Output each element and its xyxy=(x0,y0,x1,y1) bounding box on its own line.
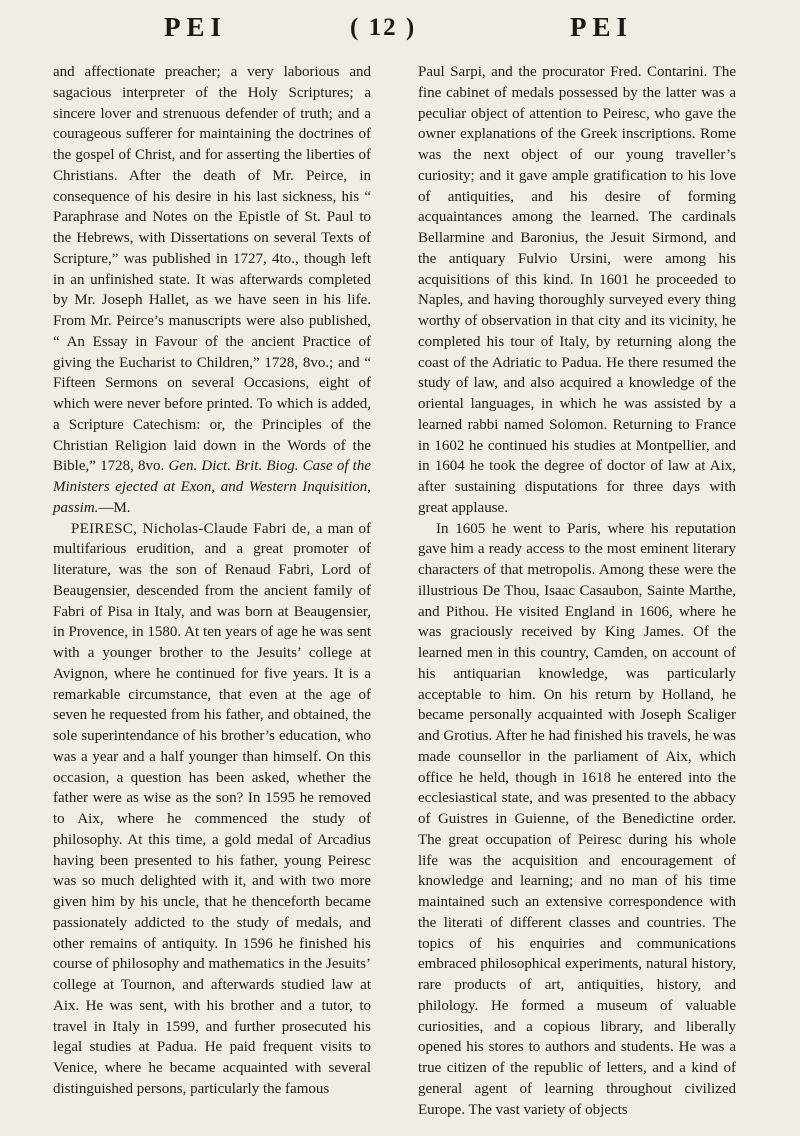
peiresc-text-a: a man of multifarious erudition, and a great promoter of literature, was the son of Renaud Fabri, Lord of Beaugensier, descended from the ancient family of Fabri of Pisa in Italy, and was born at Beaugensier, in Provence, in 1580. At ten years of age he was sent with a younger brother to the Jesuits’ college at Avignon, where he continued for five years. It is a remarkable circumstance, that even at the age of seven he requested from his father, and obtained, the sole superintendance of his brother’s education, who was a year and a half younger than himself. On this occasion, a question has been asked, whether the father were as wise as the son? In 1595 he removed to Aix, where he commenced the study of philosophy. At this time, a gold medal of Arcadius having been presented to his father, young Peiresc was so much delighted with it, and with two more given him by his uncle, that he thenceforth became passionately addicted to the study of medals, and other remains of antiquity. In 1596 he finished his course of philosophy and mathematics in the Jesuits’ college at Tournon, and afterwards studied law at Aix. He was sent, with his brother and a tutor, to travel in Italy in 1599, and further prosecuted his legal studies at Padua. He paid frequent visits to Venice, where he became acquainted with several distinguished persons, particularly the famous xyxy=(53,520,372,1097)
peiresc-headword: PEIRESC, Nicholas-Claude Fabri de, xyxy=(71,520,311,537)
header-left-word: PEI xyxy=(164,12,228,42)
peiresc-paragraph-career: In 1605 he went to Paris, where his reputation gave him a ready access to the most eminent literary characters of that metropolis. Among these were the illustrious De Thou, Isaac Casaubon, Sainte Marthe, and Pithou. He visited England in 1606, where he was graciously received by King James. Of the learned men in this country, Camden, on account of his antiquarian knowledge, was particularly acceptable to him. On his return by Holland, he became personally acquainted with Joseph Scaliger and Grotius. After he had finished his travels, he was made counsellor in the parliament of Aix, which office he held, though in 1618 he entered into the ecclesiastical state, and was presented to the abbacy of Guistres in Guienne, of the Benedictine order. The great occupation of Peiresc during his whole life was the acquisition and encouragement of knowledge and learning; and no man of his time maintained such an extensive correspondence with the literati of different classes and countries. The topics of his enquiries and communications embraced philosophical experiments, natural history, rare products of art, antiquities, history, and philology. He formed a museum of valuable curiosities, and a copious library, and liberally opened his stores to authors and students. He was a true citizen of the republic of letters, and a kind of general agent of learning throughout civilized Europe. The vast variety of objects xyxy=(418,520,736,1118)
peiresc-entry-start xyxy=(53,519,371,1100)
right-column xyxy=(418,62,736,1120)
peiresc-paragraph-travels: Paul Sarpi, and the procurator Fred. Contarini. The fine cabinet of medals possessed by the latter was a peculiar object of attention to Peiresc, who gave the owner explanations of the Greek inscriptions. Rome was the next object of our young traveller’s curiosity; and it gave ample gratification to his love of antiquities, and his desire of forming acquaintances among the learned. The cardinals Bellarmine and Baronius, the Jesuit Sirmond, and the antiquary Fulvio Ursini, were among his acquisitions of this kind. In 1601 he proceeded to Naples, and having thoroughly surveyed every thing worthy of observation in that city and its vicinity, he completed his tour of Italy, by returning along the coast of the Adriatic to Padua. He there resumed the study of law, and also acquired a knowledge of the oriental languages, in which he was assisted by a learned rabbi named Solomon. Returning to France in 1602 he continued his studies at Montpellier, and in 1604 he took the degree of doctor of law at Aix, after sustaining disputations for three days with great applause. xyxy=(418,64,736,516)
peirce-text: and affectionate preacher; a very laborious and sagacious interpreter of the Holy Scriptures; a sincere lover and strenuous defender of truth; and a courageous sufferer for maintaining the doctrines of the gospel of Christ, and for asserting the liberties of Christians. After the death of Mr. Peirce, in consequence of his desire in his last sickness, his “ Paraphrase and Notes on the Epistle of St. Paul to the Hebrews, with Dissertations on several Texts of Scripture,” was published in 1727, 4to., though left in an unfinished state. It was afterwards completed by Mr. Joseph Hallet, as we have seen in his life. From Mr. Peirce’s manuscripts were also published, “ An Essay in Favour of the ancient Practice of giving the Eucharist to Children,” 1728, 8vo.; and “ Fifteen Sermons on several Occasions, eight of which were never before printed. To which is added, a Scripture Catechism: or, the Principles of the Christian Religion laid down in the Words of the Bible,” 1728, 8vo. xyxy=(53,64,371,475)
page-number: ( 12 ) xyxy=(350,14,417,41)
peirce-citation: Gen. Dict. Brit. Biog. Case of the Ministers ejected at Exon, and Western Inquisition, passim. xyxy=(53,458,371,516)
peirce-entry-ending xyxy=(53,62,371,519)
header-right-word: PEI xyxy=(570,12,634,42)
left-column xyxy=(53,62,371,1100)
running-header xyxy=(40,8,760,52)
peirce-signature: —M. xyxy=(98,499,131,516)
